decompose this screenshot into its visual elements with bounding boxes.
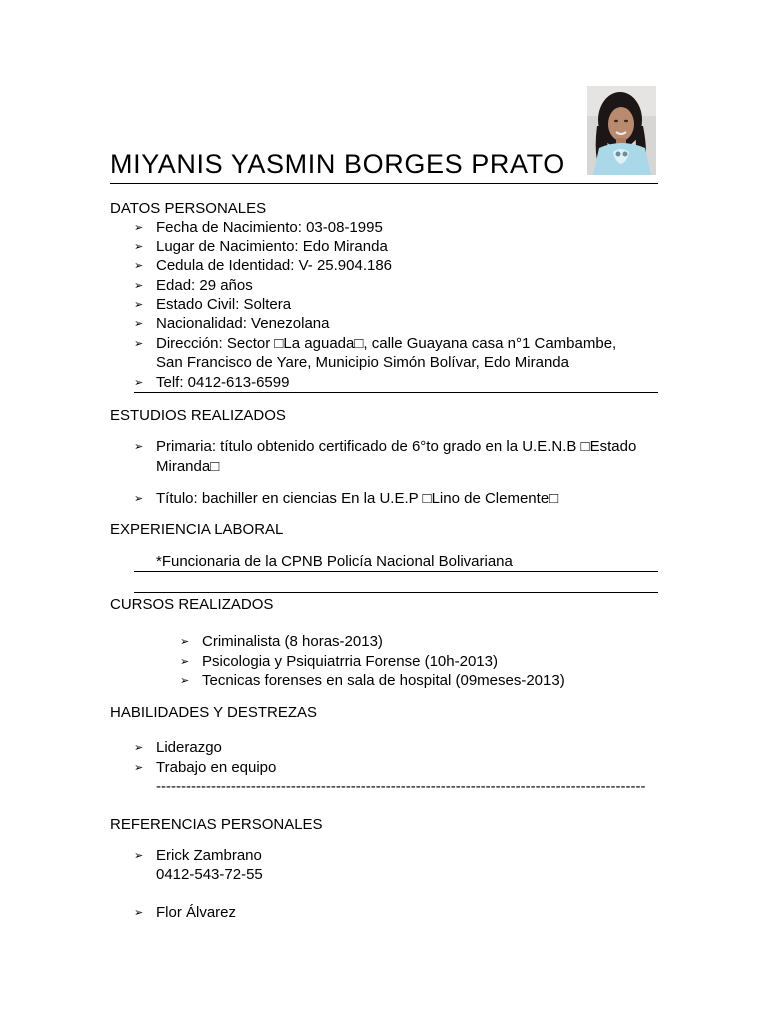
- bullet-icon: ➢: [134, 279, 144, 292]
- bullet-icon: ➢: [134, 259, 144, 272]
- bullet-icon: ➢: [134, 906, 144, 919]
- profile-photo-image: [587, 86, 656, 175]
- habilidades-dashed-separator: --------------------------------------------------------------------------------------------------: [156, 778, 646, 795]
- bullet-icon: ➢: [134, 376, 144, 389]
- referencias-item-erick-telf: 0412-543-72-55: [156, 866, 263, 883]
- estudios-item-titulo: Título: bachiller en ciencias En la U.E.P □Lino de Clemente□: [156, 490, 559, 507]
- bullet-icon: ➢: [134, 761, 144, 774]
- datos-item-telf: Telf: 0412-613-6599: [156, 374, 290, 391]
- bullet-icon: ➢: [134, 337, 144, 350]
- datos-item-estado-civil: Estado Civil: Soltera: [156, 296, 292, 313]
- header-rule: [110, 183, 658, 184]
- bullet-icon: ➢: [134, 317, 144, 330]
- experiencia-rule-2: [134, 592, 658, 593]
- estudios-item-primaria-cont: Miranda□: [156, 458, 220, 475]
- profile-photo: [587, 86, 656, 175]
- section-title-referencias: REFERENCIAS PERSONALES: [110, 816, 323, 833]
- bullet-icon: ➢: [180, 655, 190, 668]
- section-title-cursos: CURSOS REALIZADOS: [110, 596, 274, 613]
- bullet-icon: ➢: [180, 635, 190, 648]
- referencias-item-flor: Flor Álvarez: [156, 904, 237, 921]
- datos-item-direccion: Dirección: Sector □La aguada□, calle Guayana casa n°1 Cambambe,: [156, 335, 617, 352]
- cursos-item-tecnicas: Tecnicas forenses en sala de hospital (09meses-2013): [202, 672, 565, 689]
- bullet-icon: ➢: [134, 221, 144, 234]
- section-title-estudios: ESTUDIOS REALIZADOS: [110, 407, 286, 424]
- bullet-icon: ➢: [134, 492, 144, 505]
- bullet-icon: ➢: [134, 440, 144, 453]
- referencias-item-erick: Erick Zambrano: [156, 847, 262, 864]
- datos-item-nacionalidad: Nacionalidad: Venezolana: [156, 315, 330, 332]
- experiencia-item: *Funcionaria de la CPNB Policía Nacional Bolivariana: [156, 553, 513, 570]
- bullet-icon: ➢: [180, 674, 190, 687]
- datos-item-lugar: Lugar de Nacimiento: Edo Miranda: [156, 238, 388, 255]
- experiencia-rule-1: [134, 571, 658, 572]
- datos-item-cedula: Cedula de Identidad: V- 25.904.186: [156, 257, 393, 274]
- section-title-datos: DATOS PERSONALES: [110, 200, 267, 217]
- cursos-item-psicologia: Psicologia y Psiquiatrria Forense (10h-2013): [202, 653, 498, 670]
- datos-item-direccion-cont: San Francisco de Yare, Municipio Simón Bolívar, Edo Miranda: [156, 354, 569, 371]
- habilidades-item-liderazgo: Liderazgo: [156, 739, 222, 756]
- datos-item-fecha: Fecha de Nacimiento: 03-08-1995: [156, 219, 383, 236]
- habilidades-item-trabajo: Trabajo en equipo: [156, 759, 277, 776]
- bullet-icon: ➢: [134, 849, 144, 862]
- estudios-item-primaria: Primaria: título obtenido certificado de 6°to grado en la U.E.N.B □Estado: [156, 438, 637, 455]
- bullet-icon: ➢: [134, 298, 144, 311]
- section-title-experiencia: EXPERIENCIA LABORAL: [110, 521, 284, 538]
- bullet-icon: ➢: [134, 741, 144, 754]
- datos-item-edad: Edad: 29 años: [156, 277, 253, 294]
- section-title-habilidades: HABILIDADES Y DESTREZAS: [110, 704, 318, 721]
- full-name: MIYANIS YASMIN BORGES PRATO: [110, 149, 565, 179]
- bullet-icon: ➢: [134, 240, 144, 253]
- datos-rule: [134, 392, 658, 393]
- cursos-item-criminalista: Criminalista (8 horas-2013): [202, 633, 383, 650]
